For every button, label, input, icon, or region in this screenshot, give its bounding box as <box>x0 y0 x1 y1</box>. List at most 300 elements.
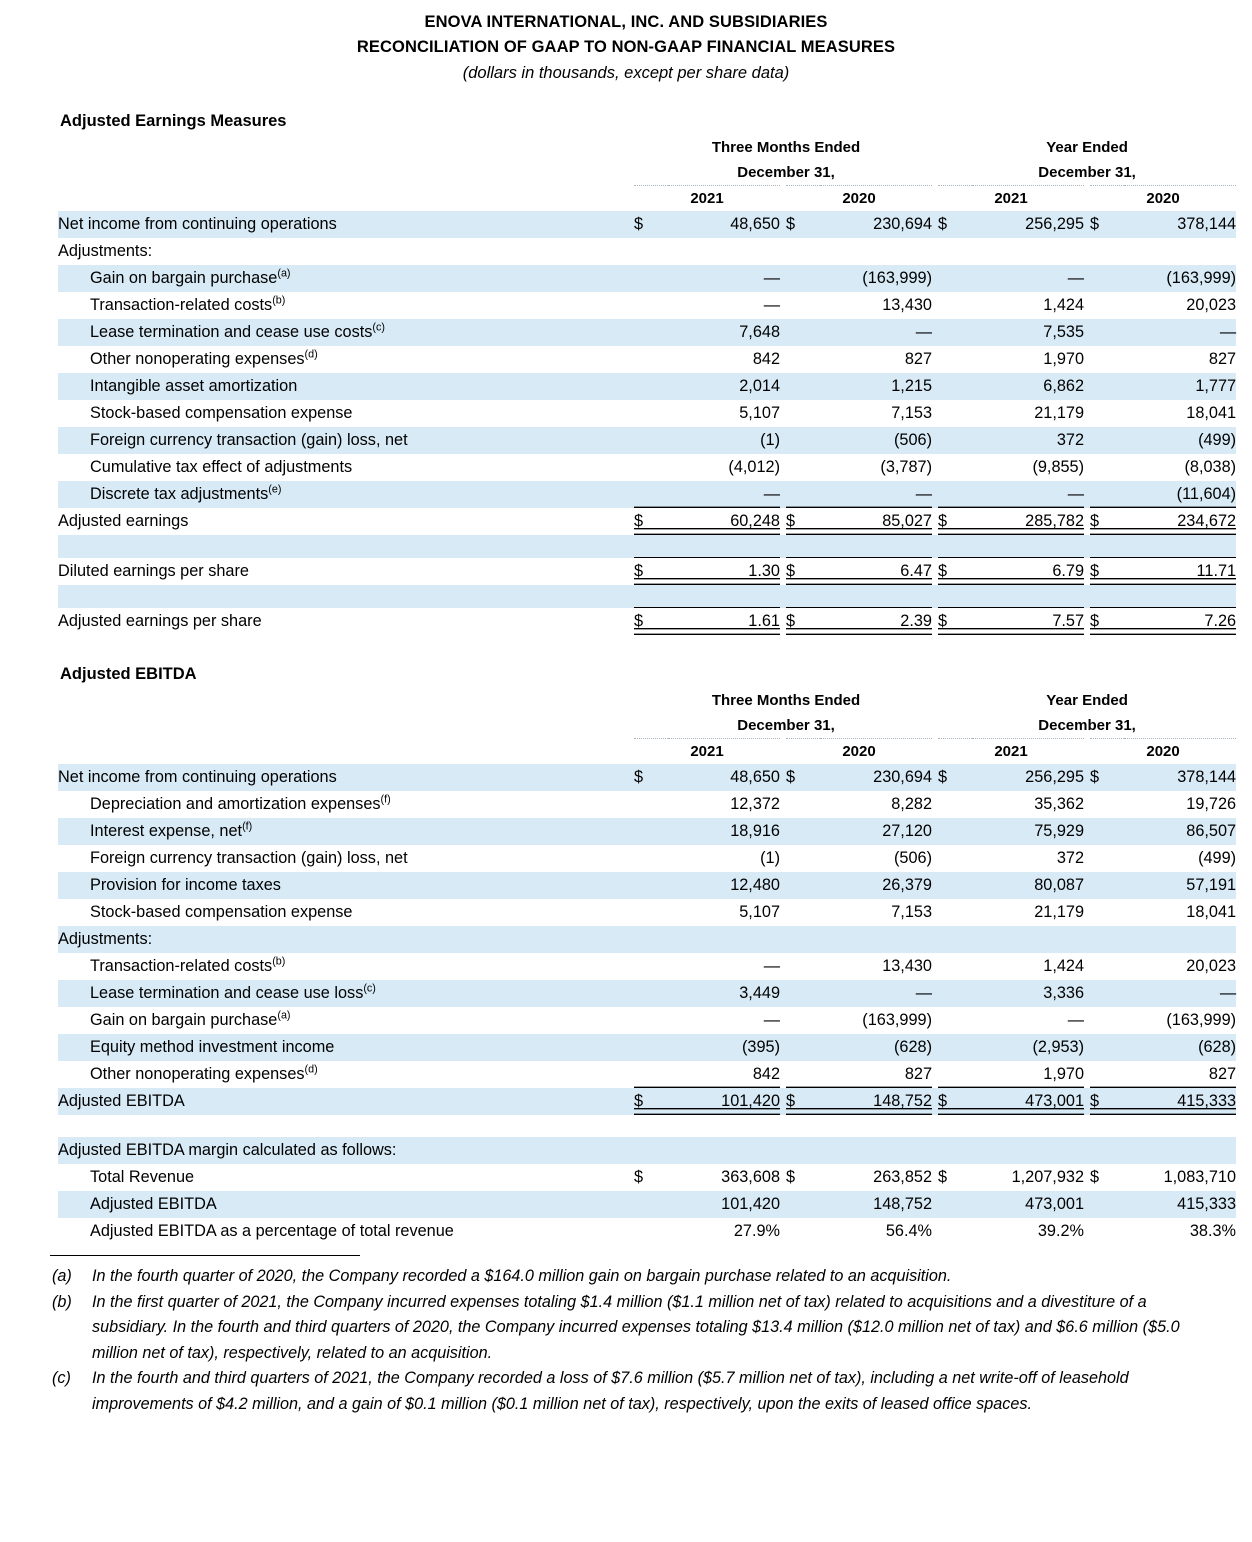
cell-value: 378,144 <box>1124 764 1236 791</box>
currency-symbol <box>634 373 668 400</box>
row-label: Intangible asset amortization <box>58 373 634 400</box>
table-row <box>58 872 1236 899</box>
currency-symbol: $ <box>786 1088 820 1115</box>
cell-value: 35,362 <box>1034 795 1085 813</box>
cell-value: 473,001 <box>972 1088 1084 1115</box>
table-row <box>58 558 1236 586</box>
currency-symbol <box>938 319 972 346</box>
currency-symbol <box>634 791 668 818</box>
table-row <box>58 899 1236 926</box>
row-label: Adjusted EBITDA as a percentage of total revenue <box>90 1222 454 1240</box>
currency-symbol <box>786 373 820 400</box>
currency-symbol <box>786 980 820 1007</box>
row-label: Adjustments: <box>58 926 634 953</box>
currency-symbol <box>634 454 668 481</box>
footnote-item <box>52 1290 1204 1367</box>
ebitda-group-header-row-1 <box>58 688 1236 713</box>
spacer-row <box>58 1115 1236 1137</box>
cell-value: — <box>1124 980 1236 1007</box>
footnote-ref: (c) <box>372 321 385 334</box>
currency-symbol <box>634 1034 668 1061</box>
cell-value: 230,694 <box>820 211 932 238</box>
currency-symbol: $ <box>634 1088 668 1115</box>
currency-symbol <box>1090 1137 1124 1164</box>
currency-symbol <box>634 1007 668 1034</box>
cell-value: 75,929 <box>972 818 1084 845</box>
footnote-marker: (c) <box>52 1369 71 1387</box>
cell-value: 256,295 <box>972 211 1084 238</box>
cell-value: (11,604) <box>1124 481 1236 508</box>
footnote-ref: (b) <box>272 955 286 968</box>
cell-value: 378,144 <box>1124 211 1236 238</box>
currency-symbol <box>786 926 820 953</box>
cell-value: 415,333 <box>1124 1088 1236 1115</box>
cell-value: 18,041 <box>1186 404 1237 422</box>
currency-symbol <box>1090 265 1124 292</box>
row-label: Interest expense, net$^{(f)}$ <box>58 818 634 845</box>
footnote-ref: (d) <box>304 348 318 361</box>
currency-symbol <box>634 346 668 373</box>
cell-value: 5,107 <box>739 404 780 422</box>
cell-value <box>820 238 932 265</box>
row-label: Foreign currency transaction (gain) loss, net <box>58 427 634 454</box>
row-label: Other nonoperating expenses$^{(d)}$ <box>90 1063 318 1083</box>
cell-value: 38.3% <box>1189 1222 1236 1240</box>
cell-value: — <box>1124 319 1236 346</box>
currency-symbol <box>938 1137 972 1164</box>
table-row <box>58 1164 1236 1191</box>
section-heading-ebitda: Adjusted EBITDA <box>60 665 197 683</box>
currency-symbol <box>938 791 972 818</box>
currency-symbol <box>938 238 972 265</box>
group-header-row-1 <box>58 135 1236 160</box>
currency-symbol <box>938 872 972 899</box>
cell-value: 842 <box>752 350 780 368</box>
currency-symbol <box>634 481 668 508</box>
row-label: Foreign currency transaction (gain) loss, net <box>90 849 408 867</box>
currency-symbol <box>786 238 820 265</box>
currency-symbol: $ <box>938 764 972 791</box>
cell-value: (506) <box>820 427 932 454</box>
row-label: Depreciation and amortization expenses$^{(f)}$ <box>90 793 391 813</box>
footnote-ref: (d) <box>304 1063 318 1076</box>
cell-value: — <box>1067 1011 1085 1029</box>
currency-symbol <box>938 292 972 319</box>
currency-symbol <box>786 1061 820 1088</box>
currency-symbol <box>938 980 972 1007</box>
currency-symbol <box>1090 400 1124 427</box>
group-header-three-months: Three Months Ended <box>711 139 861 156</box>
row-label: Stock-based compensation expense <box>90 903 353 921</box>
cell-value: 48,650 <box>668 764 780 791</box>
row-label: Discrete tax adjustments$^{(e)}$ <box>58 481 634 508</box>
currency-symbol <box>1090 926 1124 953</box>
cell-value: 39.2% <box>1037 1222 1084 1240</box>
table-row <box>58 238 1236 265</box>
cell-value: 1,424 <box>1043 296 1085 314</box>
cell-value: 415,333 <box>1124 1191 1236 1218</box>
cell-value: 20,023 <box>1186 957 1237 975</box>
currency-symbol <box>938 400 972 427</box>
cell-value: 2.39 <box>820 608 932 636</box>
currency-symbol <box>938 845 972 872</box>
adjusted-ebitda-body <box>58 764 1236 1115</box>
row-label: Lease termination and cease use costs$^{(c)}$ <box>58 319 634 346</box>
cell-value: 26,379 <box>820 872 932 899</box>
cell-value: 1.30 <box>668 558 780 586</box>
currency-symbol: $ <box>634 558 668 586</box>
currency-symbol <box>786 791 820 818</box>
cell-value: — <box>668 265 780 292</box>
cell-value: 842 <box>668 1061 780 1088</box>
currency-symbol: $ <box>786 558 820 586</box>
table-row <box>58 980 1236 1007</box>
table-row <box>58 265 1236 292</box>
currency-symbol <box>634 872 668 899</box>
cell-value: 12,480 <box>668 872 780 899</box>
currency-symbol: $ <box>1090 558 1124 586</box>
currency-symbol <box>938 346 972 373</box>
currency-symbol <box>1090 818 1124 845</box>
footnote-item <box>52 1264 1204 1290</box>
table-row <box>58 1137 1236 1164</box>
cell-value: (3,787) <box>880 458 932 476</box>
cell-value: 60,248 <box>668 508 780 535</box>
cell-value: 7,648 <box>668 319 780 346</box>
cell-value: 6.79 <box>972 558 1084 586</box>
ebitda-margin-body <box>58 1115 1236 1245</box>
ebitda-year-header-y-2020: 2020 <box>1090 739 1236 765</box>
cell-value: (163,999) <box>1166 1011 1237 1029</box>
currency-symbol <box>938 481 972 508</box>
row-label: Gain on bargain purchase$^{(a)}$ <box>58 265 634 292</box>
currency-symbol <box>938 1061 972 1088</box>
currency-symbol <box>786 346 820 373</box>
row-label: Net income from continuing operations <box>58 211 634 238</box>
currency-symbol <box>938 373 972 400</box>
table-row <box>58 346 1236 373</box>
table-row <box>58 1218 1236 1245</box>
cell-value: (2,953) <box>972 1034 1084 1061</box>
year-header-q-2020: 2020 <box>786 186 932 212</box>
row-label: Equity method investment income <box>58 1034 634 1061</box>
currency-symbol: $ <box>634 764 668 791</box>
row-label: Adjustments: <box>58 242 153 260</box>
footnote-text: In the fourth and third quarters of 2021, the Company recorded a loss of $7.6 million ($5.7 million net of tax), including a net write-off of leasehold improvements of $4.2 million, and a gain of $0.1 million ($0.1 million net of tax), respectively, upon the exits of leased office spaces. <box>92 1369 1129 1413</box>
cell-value: 85,027 <box>820 508 932 535</box>
currency-symbol <box>786 481 820 508</box>
year-header-y-2021: 2021 <box>938 186 1084 212</box>
currency-symbol: $ <box>1090 211 1124 238</box>
currency-symbol <box>938 1191 972 1218</box>
cell-value: 19,726 <box>1186 795 1237 813</box>
adjusted-ebitda-head <box>58 688 1236 764</box>
currency-symbol <box>938 1218 972 1245</box>
cell-value: 6.47 <box>820 558 932 586</box>
currency-symbol <box>634 238 668 265</box>
currency-symbol <box>786 953 820 980</box>
cell-value: (395) <box>668 1034 780 1061</box>
currency-symbol <box>1090 427 1124 454</box>
cell-value: 372 <box>1056 849 1085 867</box>
row-label: Stock-based compensation expense <box>90 404 353 422</box>
cell-value: 7.26 <box>1124 608 1236 636</box>
group-header-year-date: December 31, <box>1038 164 1136 181</box>
currency-symbol: $ <box>634 508 668 535</box>
cell-value: — <box>763 1011 780 1029</box>
footnote-marker: (b) <box>52 1292 72 1311</box>
table-row <box>58 845 1236 872</box>
currency-symbol <box>938 1034 972 1061</box>
row-label: Gain on bargain purchase$^{(a)}$ <box>90 1009 291 1029</box>
currency-symbol <box>634 265 668 292</box>
currency-symbol <box>634 400 668 427</box>
cell-value: 827 <box>1124 1061 1236 1088</box>
spacer-row <box>58 535 1236 558</box>
currency-symbol <box>1090 845 1124 872</box>
cell-value: (499) <box>1198 849 1237 867</box>
currency-symbol <box>938 899 972 926</box>
cell-value: (163,999) <box>1124 265 1236 292</box>
currency-symbol <box>938 1007 972 1034</box>
footnote-text: In the first quarter of 2021, the Company incurred expenses totaling $1.4 million ($1.1 million net of tax) related to acquisitions and a divestiture of a subsidiary. In the fourth and third quarters of 2020, the Company incurred expenses totaling $13.4 million ($12.0 million net of tax) and $6.6 million ($5.0 million net of tax), respectively, related to an acquisition. <box>92 1292 1180 1362</box>
cell-value: (499) <box>1124 427 1236 454</box>
table-row <box>58 953 1236 980</box>
section-heading-earnings: Adjusted Earnings Measures <box>60 112 287 130</box>
currency-symbol <box>634 1218 668 1245</box>
currency-symbol <box>786 400 820 427</box>
currency-symbol <box>938 818 972 845</box>
currency-symbol <box>786 265 820 292</box>
cell-value: (4,012) <box>728 458 780 476</box>
cell-value: 7,535 <box>972 319 1084 346</box>
currency-symbol <box>1090 481 1124 508</box>
cell-value: — <box>820 319 932 346</box>
cell-value: 27,120 <box>820 818 932 845</box>
currency-symbol: $ <box>938 558 972 586</box>
cell-value: — <box>972 265 1084 292</box>
cell-value: 827 <box>1208 350 1237 368</box>
document-title-block <box>0 0 1252 86</box>
currency-symbol <box>1090 238 1124 265</box>
currency-symbol <box>1090 953 1124 980</box>
ebitda-group-header-year-date: December 31, <box>1038 717 1136 734</box>
currency-symbol: $ <box>1090 1088 1124 1115</box>
cell-value: (1) <box>760 849 780 867</box>
currency-symbol <box>786 1137 820 1164</box>
currency-symbol <box>1090 1007 1124 1034</box>
footnote-ref: (f) <box>380 793 391 806</box>
currency-symbol <box>634 953 668 980</box>
row-label: Provision for income taxes <box>58 872 634 899</box>
row-label: Diluted earnings per share <box>58 562 249 580</box>
report-title: RECONCILIATION OF GAAP TO NON-GAAP FINANCIAL MEASURES <box>356 38 896 56</box>
row-label: Cumulative tax effect of adjustments <box>90 458 353 476</box>
cell-value: 148,752 <box>820 1191 932 1218</box>
currency-symbol <box>1090 1191 1124 1218</box>
cell-value: 27.9% <box>733 1222 780 1240</box>
currency-symbol <box>938 265 972 292</box>
currency-symbol: $ <box>786 211 820 238</box>
cell-value: 86,507 <box>1124 818 1236 845</box>
row-label: Adjusted earnings <box>58 512 189 530</box>
row-label: Adjusted EBITDA <box>58 1191 634 1218</box>
currency-symbol <box>1090 1061 1124 1088</box>
cell-value: 18,916 <box>668 818 780 845</box>
cell-value: — <box>763 957 780 975</box>
cell-value <box>972 238 1084 265</box>
row-label: Adjusted earnings per share <box>58 612 262 630</box>
row-label: Adjusted EBITDA <box>58 1088 634 1115</box>
currency-symbol <box>634 818 668 845</box>
year-header-q-2021: 2021 <box>634 186 780 212</box>
cell-value: 6,862 <box>972 373 1084 400</box>
cell-value: 1,424 <box>1043 957 1085 975</box>
cell-value: 148,752 <box>820 1088 932 1115</box>
cell-value <box>668 926 780 953</box>
currency-symbol <box>634 899 668 926</box>
row-label: Transaction-related costs$^{(b)}$ <box>90 955 286 975</box>
currency-symbol: $ <box>1090 508 1124 535</box>
cell-value: 7,153 <box>891 903 932 921</box>
ebitda-group-header-three-months-date: December 31, <box>737 717 835 734</box>
cell-value: — <box>820 481 932 508</box>
currency-symbol <box>938 953 972 980</box>
cell-value: (9,855) <box>1032 458 1085 476</box>
currency-symbol <box>634 292 668 319</box>
cell-value: 3,449 <box>668 980 780 1007</box>
cell-value: 21,179 <box>1034 404 1085 422</box>
currency-symbol: $ <box>786 608 820 636</box>
cell-value: 263,852 <box>873 1168 932 1186</box>
currency-symbol <box>1090 346 1124 373</box>
currency-symbol <box>786 454 820 481</box>
row-label: Adjusted EBITDA margin calculated as follows: <box>58 1137 634 1164</box>
currency-symbol <box>1090 980 1124 1007</box>
currency-symbol <box>786 1191 820 1218</box>
table-row <box>58 508 1236 535</box>
row-label: Total Revenue <box>90 1168 195 1186</box>
cell-value: 285,782 <box>972 508 1084 535</box>
company-title: ENOVA INTERNATIONAL, INC. AND SUBSIDIARIES <box>424 13 828 31</box>
row-label: Other nonoperating expenses$^{(d)}$ <box>90 348 318 368</box>
spacer-row <box>58 585 1236 608</box>
currency-symbol <box>1090 292 1124 319</box>
currency-symbol <box>1090 1218 1124 1245</box>
currency-symbol <box>634 319 668 346</box>
ebitda-group-header-row-2 <box>58 713 1236 739</box>
currency-symbol: $ <box>938 1088 972 1115</box>
cell-value: 11.71 <box>1124 558 1236 586</box>
ebitda-year-header-q-2020: 2020 <box>786 739 932 765</box>
footnote-ref: (c) <box>363 982 376 995</box>
cell-value <box>972 926 1084 953</box>
cell-value: — <box>668 481 780 508</box>
row-label: Net income from continuing operations <box>58 764 634 791</box>
cell-value: 13,430 <box>882 957 932 975</box>
currency-symbol: $ <box>634 608 668 636</box>
cell-value: 7.57 <box>972 608 1084 636</box>
table-row <box>58 764 1236 791</box>
adjusted-ebitda-table <box>58 688 1236 1115</box>
cell-value <box>1124 926 1236 953</box>
ebitda-group-header-year: Year Ended <box>1046 692 1128 709</box>
cell-value: 20,023 <box>1186 296 1237 314</box>
currency-symbol <box>1090 373 1124 400</box>
table-row <box>58 427 1236 454</box>
currency-symbol: $ <box>1090 764 1124 791</box>
cell-value: 2,014 <box>668 373 780 400</box>
cell-value: 1,083,710 <box>1163 1168 1236 1186</box>
ebitda-margin-table <box>58 1115 1236 1245</box>
currency-symbol <box>634 1191 668 1218</box>
year-header-row <box>58 186 1236 212</box>
table-row <box>58 1088 1236 1115</box>
currency-symbol <box>786 818 820 845</box>
cell-value: 473,001 <box>972 1191 1084 1218</box>
table-row <box>58 292 1236 319</box>
cell-value: 1.61 <box>668 608 780 636</box>
adjusted-earnings-head <box>58 135 1236 211</box>
table-row <box>58 400 1236 427</box>
cell-value: 256,295 <box>972 764 1084 791</box>
cell-value: 3,336 <box>972 980 1084 1007</box>
footnote-ref: (b) <box>272 294 286 307</box>
cell-value <box>1124 238 1236 265</box>
currency-symbol: $ <box>786 508 820 535</box>
units-note: (dollars in thousands, except per share data) <box>462 64 790 82</box>
currency-symbol <box>786 319 820 346</box>
currency-symbol <box>1090 899 1124 926</box>
table-row <box>58 454 1236 481</box>
cell-value: 13,430 <box>882 296 932 314</box>
cell-value <box>1124 1137 1236 1164</box>
table-row <box>58 926 1236 953</box>
cell-value: 56.4% <box>885 1222 932 1240</box>
cell-value: 5,107 <box>739 903 780 921</box>
cell-value <box>668 238 780 265</box>
adjusted-earnings-table <box>58 135 1236 635</box>
cell-value: 80,087 <box>972 872 1084 899</box>
cell-value: (628) <box>1124 1034 1236 1061</box>
currency-symbol <box>786 872 820 899</box>
currency-symbol: $ <box>938 608 972 636</box>
currency-symbol <box>1090 1034 1124 1061</box>
currency-symbol: $ <box>786 1168 796 1186</box>
table-row <box>58 481 1236 508</box>
cell-value: 101,420 <box>668 1088 780 1115</box>
currency-symbol: $ <box>634 1168 644 1186</box>
cell-value: (628) <box>820 1034 932 1061</box>
cell-value: 101,420 <box>668 1191 780 1218</box>
currency-symbol <box>786 1007 820 1034</box>
currency-symbol <box>786 292 820 319</box>
currency-symbol <box>938 427 972 454</box>
table-row <box>58 1007 1236 1034</box>
footnote-marker: (a) <box>52 1267 72 1285</box>
table-row <box>58 608 1236 636</box>
cell-value: (8,038) <box>1184 458 1237 476</box>
cell-value: 1,215 <box>820 373 932 400</box>
group-header-year: Year Ended <box>1046 139 1128 156</box>
table-row <box>58 211 1236 238</box>
currency-symbol <box>634 1137 668 1164</box>
currency-symbol: $ <box>938 211 972 238</box>
cell-value: 57,191 <box>1124 872 1236 899</box>
currency-symbol: $ <box>1090 608 1124 636</box>
group-header-three-months-date: December 31, <box>737 164 835 181</box>
ebitda-year-header-q-2021: 2021 <box>634 739 780 765</box>
